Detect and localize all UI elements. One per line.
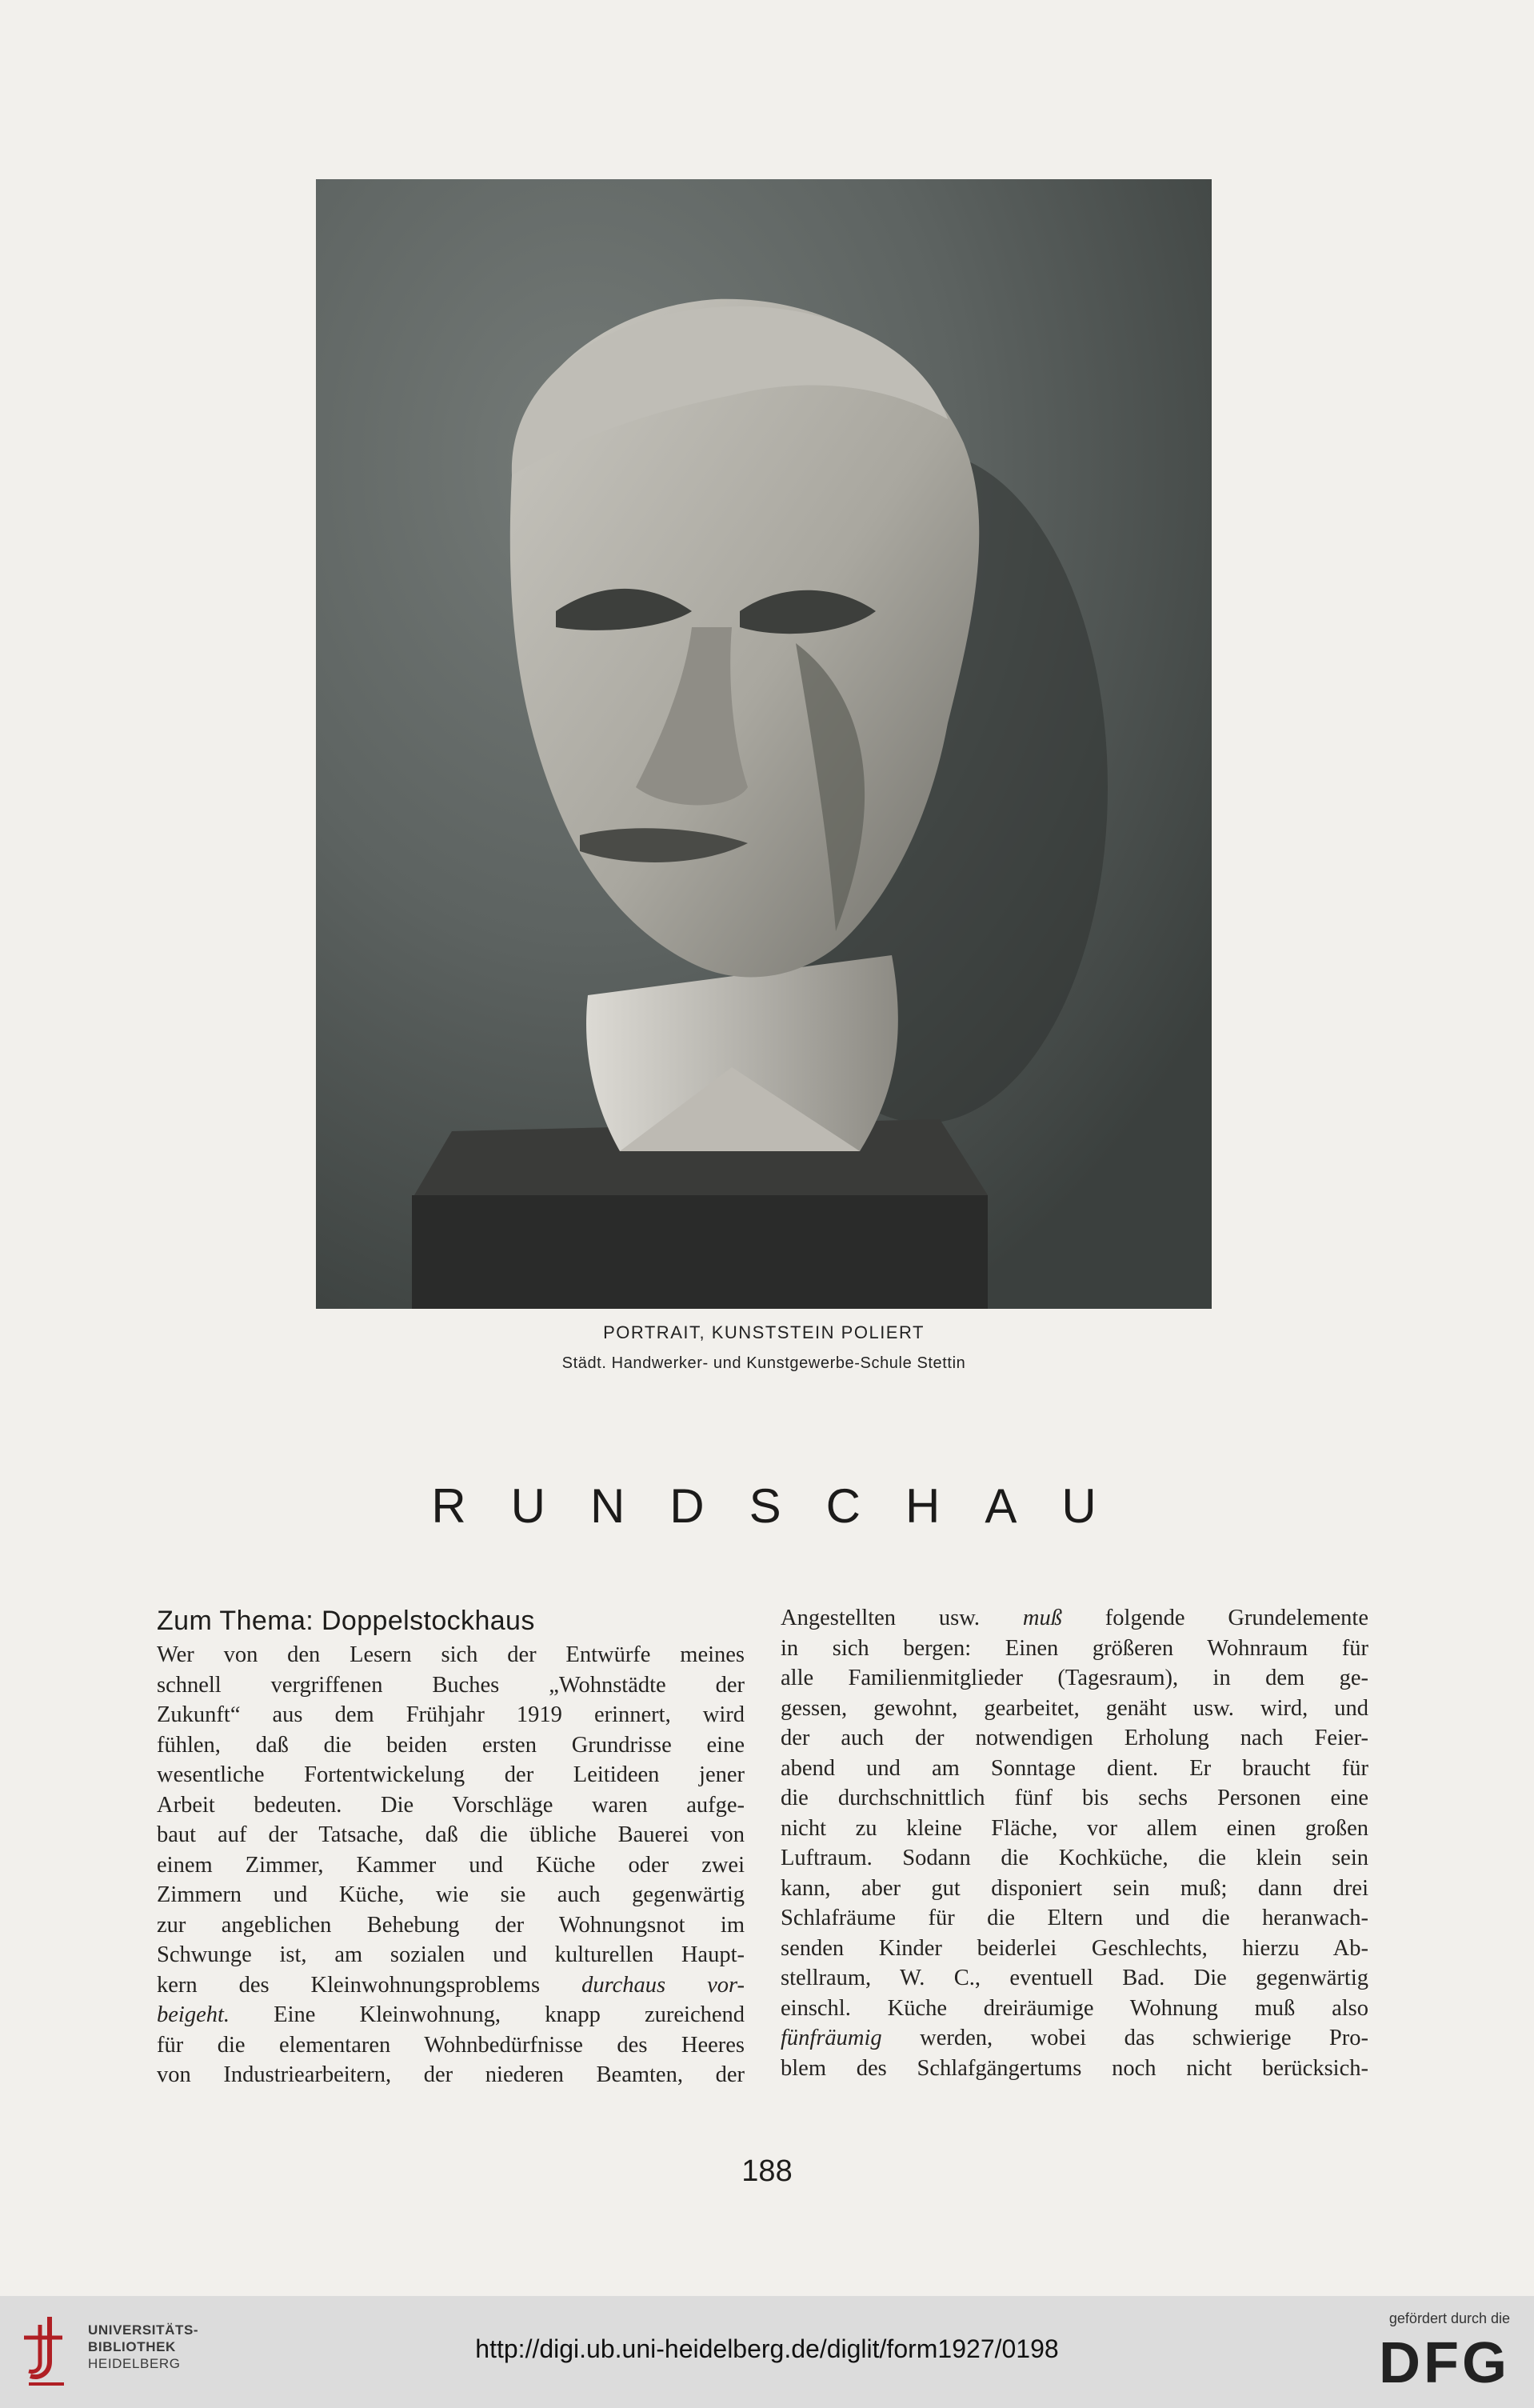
text-line: Zukunft“ aus dem Frühjahr 1919 erinnert, wird — [157, 1702, 745, 1727]
text-line: nicht zu kleine Fläche, vor allem einen großen — [781, 1815, 1368, 1841]
photo-caption-title: PORTRAIT, KUNSTSTEIN POLIERT — [603, 1322, 925, 1342]
library-name-line: BIBLIOTHEK — [88, 2339, 176, 2354]
section-title: RUNDSCHAU — [431, 1479, 1141, 1533]
text-line: fühlen, daß die beiden ersten Grundrisse eine — [157, 1732, 745, 1758]
text-line — [781, 2023, 1368, 2054]
footer-bar — [0, 2296, 1534, 2408]
text-line: der auch der notwendigen Erholung nach Feier- — [781, 1726, 1368, 1750]
italic-text: beigeht. — [157, 2002, 230, 2027]
italic-text: muß — [1022, 1606, 1062, 1630]
text-line — [157, 1970, 745, 2001]
text-line: die durchschnittlich fünf bis sechs Personen eine — [781, 1786, 1368, 1810]
digital-source-url[interactable]: http://digi.ub.uni-heidelberg.de/diglit/form1927/0198 — [475, 2334, 1059, 2363]
text-line: blem des Schlafgängertums noch nicht berücksich- — [781, 2055, 1368, 2081]
text-line: wesentliche Fortentwickelung der Leitideen jener — [157, 1762, 745, 1787]
text-line: abend und am Sonntage dient. Er braucht für — [781, 1755, 1368, 1781]
page-number: 188 — [741, 2154, 793, 2188]
article-column-right — [781, 1603, 1368, 2083]
text-segment: kern des Kleinwohnungsproblems — [157, 1972, 541, 1998]
text-line — [781, 1603, 1368, 1634]
funded-by-label: gefördert durch die — [1388, 2310, 1510, 2326]
text-line: Wer von den Lesern sich der Entwürfe meines — [157, 1642, 745, 1667]
library-name-line: UNIVERSITÄTS- — [88, 2322, 199, 2338]
text-line: Luftraum. Sodann die Kochküche, die klein sein — [781, 1846, 1368, 1870]
text-line: zur angeblichen Behebung der Wohnungsnot im — [157, 1912, 745, 1938]
text-line: von Industriearbeitern, der niederen Beamten, der — [157, 2062, 745, 2087]
text-segment: folgende Grundelemente — [1061, 1606, 1369, 1630]
italic-text: durchaus vor- — [581, 1972, 745, 1998]
sculpture-bust-image — [316, 179, 1212, 1309]
photo-caption-subtitle: Städt. Handwerker- und Kunstgewerbe-Schule Stettin — [561, 1354, 966, 1372]
text-line: senden Kinder beiderlei Geschlechts, hierzu Ab- — [781, 1935, 1368, 1961]
dfg-logo: DFG — [1379, 2331, 1510, 2395]
text-line: kann, aber gut disponiert sein muß; dann drei — [781, 1875, 1368, 1901]
text-line: alle Familienmitglieder (Tagesraum), in dem ge- — [781, 1666, 1368, 1690]
text-line: für die elementaren Wohnbedürfnisse des Heeres — [157, 2032, 745, 2058]
italic-text: fünfräumig — [781, 2026, 882, 2050]
text-segment: Angestellten usw. — [781, 1606, 981, 1630]
portrait-photograph — [316, 179, 1212, 1309]
article-column-left — [157, 1603, 745, 2090]
article-heading: Zum Thema: Doppelstockhaus — [157, 1606, 535, 1636]
text-line: Zimmern und Küche, wie sie auch gegenwärtig — [157, 1882, 745, 1907]
text-segment: werden, wobei das schwierige Pro- — [881, 2026, 1368, 2050]
text-line: Arbeit bedeuten. Die Vorschläge waren aufge- — [157, 1792, 745, 1818]
text-line: einschl. Küche dreiräumige Wohnung muß also — [781, 1995, 1368, 2021]
text-line: in sich bergen: Einen größeren Wohnraum für — [781, 1635, 1368, 1661]
text-line: gessen, gewohnt, gearbeitet, genäht usw. wird, und — [781, 1695, 1368, 1721]
text-line: Schlafräume für die Eltern und die heranwach- — [781, 1906, 1368, 1930]
text-line — [157, 2000, 745, 2030]
text-line: Schwunge ist, am sozialen und kulturellen Haupt- — [157, 1942, 745, 1967]
text-segment: Eine Kleinwohnung, knapp zureichend — [230, 2002, 745, 2027]
text-line: stellraum, W. C., eventuell Bad. Die gegenwärtig — [781, 1966, 1368, 1990]
text-line: schnell vergriffenen Buches „Wohnstädte der — [157, 1672, 745, 1698]
text-line: einem Zimmer, Kammer und Küche oder zwei — [157, 1852, 745, 1878]
library-name-line: HEIDELBERG — [88, 2356, 181, 2371]
text-line: baut auf der Tatsache, daß die übliche Bauerei von — [157, 1822, 745, 1847]
